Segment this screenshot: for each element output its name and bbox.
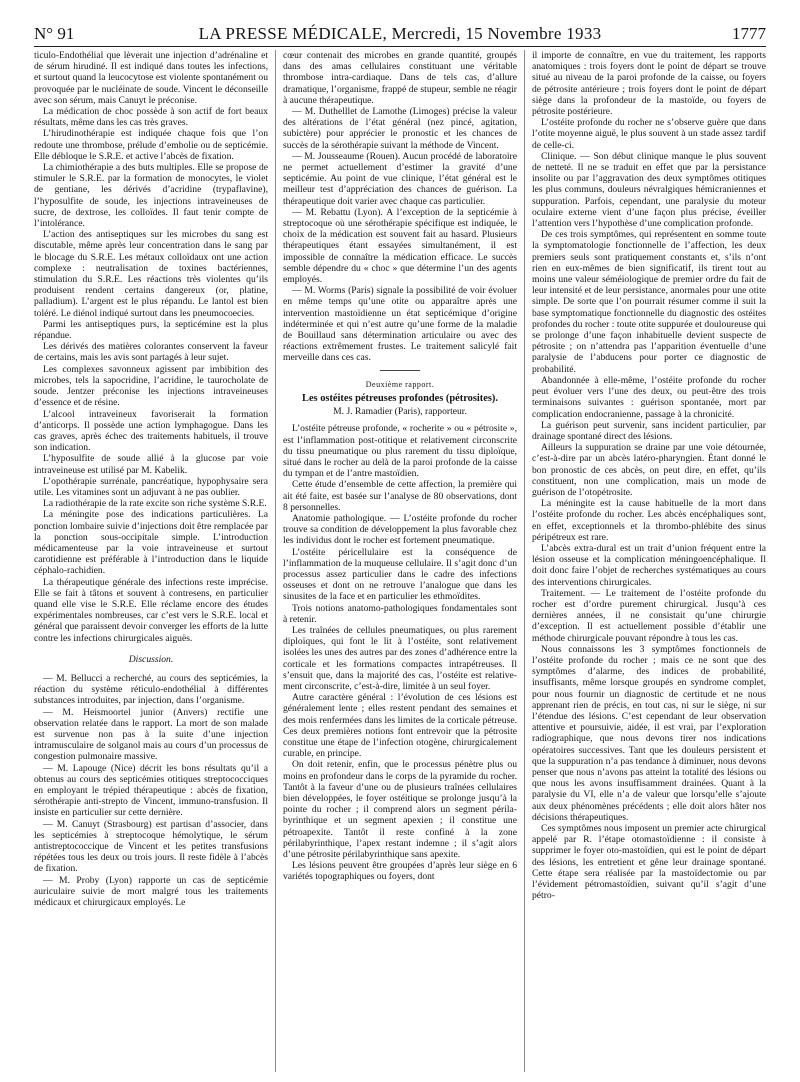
paragraph: Abandonnée à elle-même, l’ostéite profonde du rocher peut évoluer vers l’une des deux, ou peut-être des trois terminaisons suivantes : guérison spontanée, mort par complication endocranienne, passage à la chronicité. (532, 374, 766, 420)
paragraph: La médication de choc possède à son actif de fort beaux résultats, même dans les cas très graves. (34, 106, 268, 129)
page-number: 1777 (732, 24, 766, 43)
paragraph: Les traînées de cellules pneumatiques, ou plus rarement diploïques, qui font le lit à l’ostéite, sont relativement isolées les unes des autres par des zones d’adhérence entre la corticale et les formations compactes intrapétreuses. Il s’ensuit que, dans la majorité des cas, l’ostéite est relativement circonscrite, c’est-à-dire, limitée à un seul foyer. (283, 624, 517, 692)
paragraph: La radiothérapie de la rate excite son riche système S.R.E. (43, 498, 267, 510)
paragraph: La chimiothérapie a des buts multiples. Elle se propose de stimuler le S.R.E. par la formation de monocytes, le violet de gentiane, les dérivés d’acridine (trypaflavine), l’hyposulfite de soude, les injections intraveineuses de sucre, de dextrose, les colloïdes. Il faut tenir compte de l’intolérance. (34, 162, 268, 230)
discussion-entry: — M. Bellucci a recherché, au cours des septicémies, la réaction du système réticulo-endothélial à différentes substances introduites, par injection, dans l’organisme. (34, 672, 268, 707)
article-heading: Les ostéites pétreuses profondes (pétrosites). (302, 392, 498, 404)
paragraph: L’action des antiseptiques sur les microbes du sang est discutable, même après leur concentration dans le sang par le blocage du S.R.E. Les métaux colloïdaux ont une action complexe : neutralisation de toxines bactériennes, stimulation du S.R.E. Les réactions très violentes qu’ils produisent rendent certains dangereux (or, platine, palladium). L’argent est le plus répandu. Le lantol est bien toléré. Le diénol indiqué surtout dans les pneumocoecies. (34, 229, 268, 319)
paragraph: On doit retenir, enfin, que le processus pénètre plus ou moins en profondeur dans le corps de la pyramide du rocher. Tantôt à la faveur d’une ou de plusieurs traînées cellulaires bien développées, le foyer ostéitique se prolonge jusqu’à la pointe du rocher ; il comprend alors un segment périlabyrinthique et un segment apexien ; il constitue une pétroapexite. Tantôt il reste confiné à la zone périlabyrinthique, l’apex restant indemne ; il s’agit alors d’une pétrosite périlabyrinthique sans apexite. (283, 759, 517, 861)
paragraph: L’ostéite profonde du rocher ne s’observe guère que dans l’otite moyenne aiguë, le plus souvent à un stade assez tardif de celle-ci. (532, 117, 766, 151)
paragraph: L’hyposulfite de soude allié à la glucose par voie intraveineuse est utilisé par M. Kabelik. (34, 453, 268, 476)
paragraph: Ces symptômes nous imposent un premier acte chirurgical appelé par R. l’étape otomastoïdienne : il consiste à supprimer le foyer oto-mastoïdien, qui est le point de départ des lésions, les entretient et gêne leur drainage spontané. Cette étape sera réalisée par la mastoïdectomie ou par l’évidement pétromastoïdien, suivant qu’il s’agit d’une pétro- (532, 823, 766, 902)
page-header (34, 20, 766, 47)
journal-title: LA PRESSE MÉDICALE, Mercredi, 15 Novembre 1933 (198, 24, 602, 43)
paragraph: L’opothérapie surrénale, pancréatique, hypophysaire sera utile. Les vitamines sont un adjuvant à ne pas oublier. (34, 475, 268, 498)
discussion-entry: — M. Proby (Lyon) rapporte un cas de septicémie auriculaire suivie de mort malgré tous les traitements médicaux et chirurgicaux employés. Le (34, 874, 268, 909)
paragraph: L’ostéite pétreuse profonde, « rocherite » ou « pétrosite », est l’inflammation post-otitique et relativement circonscrite du tissu pneumatique ou plus rarement du tissu diploïque, situé dans le rocher au delà de la paroi profonde de la caisse du tympan et de l’antre mastoïdien. (283, 423, 517, 480)
paragraph: Parmi les antiseptiques purs, la septicémine est la plus répandue. (34, 318, 268, 342)
paragraph: De ces trois symptômes, qui représentent en somme toute la symptomatologie fonctionnelle de l’affection, les deux premiers seuls sont pratiquement constants et, s’ils n’ont rien en eux-mêmes de bien significatif, ils tirent tout au moins une valeur séméiologique de premier ordre du fait de leur intensité et de leur persistance, anormales pour une otite simple. De sorte que l’on pourrait résumer comme il suit la base symptomatique fonctionnelle du diagnostic des ostéites profondes du rocher : toute otite suppurée et douloureuse qui se prolonge d’une façon inhabituelle devient suspecte de pétrosite ; on n’attendra pas l’apparition éventuelle d’une paralysie de l’abducens pour porter ce diagnostic de probabilité. (532, 229, 766, 375)
paragraph: Autre caractère général : l’évolution de ces lésions est généralement lente ; elles restent pendant des semaines et des mois renfermées dans les limites de la corticale pétreuse. Ces deux premières notions font entrevoir que la pétrosite constitue une étape de l’infection otogène, chirurgicalement curable, en principe. (283, 692, 517, 760)
paragraph: Trois notions anatomo-pathologiques fondamentales sont à retenir. (283, 602, 517, 625)
paragraph: La thérapeutique générale des infections reste imprécise. Elle se fait à tâtons et souvent à contresens, en particulier quand elle vise le S.R.E. Elle réclame encore des études expérimentales nombreuses, car c’est vers le S.R.E. local et général que paraissent devoir converger les efforts de la lutte contre les infections chirurgicales aiguës. (34, 576, 268, 644)
paragraph: Clinique. — Son début clinique manque le plus souvent de netteté. Il ne se traduit en effet que par la persistance insolite ou par l’aggravation des deux symptômes otitiques les plus communs, douleurs névralgiques hémicraniennes et suppuration. Parfois, cependant, une paralysie du moteur oculaire externe vient d’une façon plus précise, éveiller l’attention vers l’hypothèse d’une complication profonde. (532, 150, 766, 230)
paragraph: Nous connaissons les 3 symptômes fonctionnels de l’ostéite profonde du rocher ; mais ce ne sont que des symptômes d’alarme, des indices de probabilité, insuffisants, même lorsque groupés en syndrome complet, pour nous fournir un diagnostic de certitude et ne nous apprenant rien de précis, en tout cas, ni sur le siège, ni sur l’étendue des lésions. C’est cependant de leur observation attentive et poursuivie, aidée, il est vrai, par l’exploration radiographique, que nous devons tirer nos indications opératoires successives. Tant que les douleurs persistent et que la suppuration n’a pas tendance à diminuer, nous devons penser que nous n’avons pas atteint la totalité des lésions ou que nous les avons insuffisamment drainées. Quant à la paralysie du VI, elle n’a de valeur que lorsqu’elle s’ajoute aux deux phénomènes précédents ; elle doit alors hâter nos décisions thérapeutiques. (532, 643, 766, 823)
column-right (532, 50, 766, 1072)
paragraph: L’alcool intraveineux favoriserait la formation d’anticorps. Il possède une action lymphagogue. Dans les cas graves, après échec des traitements habituels, il trouve son indication. (34, 408, 268, 454)
paragraph: L’hirudinothérapie est indiquée chaque fois que l’on redoute une thrombose, prélude d’embolie ou de septicémie. Elle débloque le S.R.E. et active l’abcès de fixation. (34, 128, 268, 162)
discussion-entry: — M. Heismoortel junior (Anvers) rectifie une observation relatée dans le rapport. La mort de son malade est survenue non pas à la suite d’une injection intramusculaire de solganol mais au cours d’un processus de congestion pulmonaire massive. (34, 706, 268, 763)
paragraph: L’ostéite péricellulaire est la conséquence de l’inflammation de la muqueuse cellulaire. Il s’agit donc d’un processus assez particulier dans le cadre des infections osseuses et dont on ne retrouve l’analogue que dans les sinusites de la face et en particulier les ethmoïdites. (283, 546, 517, 603)
issue-number: N° 91 (34, 24, 75, 43)
paragraph: Cette étude d’ensemble de cette affection, la première qui ait été faite, est basée sur l’analyse de 80 observations, dont 8 personnelles. (283, 479, 517, 513)
report-label: Deuxième rapport. (365, 379, 435, 389)
paragraph: Traitement. — Le traitement de l’ostéite profonde du rocher est d’ordre purement chirurgical. Jusqu’à ces dernières années, il ne consistait qu’une chirurgie d’exception. Il est actuellement possible d’établir une méthode chirurgicale pouvant répondre à tous les cas. (532, 587, 766, 644)
discussion-entry: — M. Lapouge (Nice) décrit les bons résultats qu’il a obtenus au cours des septicémies otitiques streptococciques en employant le trépied thérapeutique : abcès de fixation, sérothérapie anti-strepto de Vincent, immuno-transfusion. Il insiste en particulier sur cette dernière. (34, 762, 268, 819)
column-left (34, 50, 268, 1072)
paragraph: L’abcès extra-dural est un trait d’union fréquent entre la lésion osseuse et la complication méningoencéphalique. Il doit donc faire l’objet de recherches systématiques au cours des interventions chirurgicales. (532, 542, 766, 588)
paragraph: La guérison peut survenir, sans incident particulier, par drainage spontané direct des lésions. (532, 419, 766, 442)
article-author: M. J. Ramadier (Paris), rapporteur. (333, 406, 467, 418)
paragraph: Ailleurs la suppuration se draine par une voie détournée, c’est-à-dire par un abcès latéro-pharyngien. Étant donné le bon pronostic de ces abcès, on peut dire, en effet, qu’ils constituent, non une complication, mais un mode de guérison de l’otopétrosite. (532, 442, 766, 498)
paragraph: La méningite est la cause habituelle de la mort dans l’ostéite profonde du rocher. Les abcès encéphaliques sont, en effet, exceptionnels et la thrombo-phlébite des sinus péripétreux est rare. (532, 498, 766, 543)
paragraph: Les lésions peuvent être groupées d’après leur siège en 6 variétés topographiques ou foyers, dont (283, 860, 517, 883)
discussion-entry: — M. Worms (Paris) signale la possibilité de voir évoluer en même temps qu’une otite ou apparaître après une intervention mastoïdienne un état septicémique d’origine indéterminée et qui n’est autre qu’une forme de la maladie de Bouillaud sans détermination articulaire ou avec des réactions extrêmement frustes. Le traitement salicylé fait merveille dans ces cas. (283, 285, 517, 364)
paragraph: Les complexes savonneux agissent par imbibition des microbes, tels la sapocridine, l’acridine, le taurocholate de soude. Jentzer préconise les injections intraveineuses d’essence et de résine. (34, 363, 268, 409)
paragraph: Les dérivés des matières colorantes conservent la faveur de certains, mais les avis sont partagés à leur sujet. (34, 341, 268, 364)
paragraph: il importe de connaître, en vue du traitement, les rapports anatomiques : trois foyers dont le point de départ se trouve situé au niveau de la paroi profonde de la caisse, ou foyers de pétrosite antérieure ; trois foyers dont le point de départ siège dans la profondeur de la mastoïde, ou foyers de pétrosite postérieure. (532, 50, 766, 118)
section-divider (380, 370, 420, 371)
paragraph: Anatomie pathologique. — L’ostéite profonde du rocher trouve sa condition de développement la plus favorable chez les individus dont le rocher est fortement pneumatique. (283, 512, 517, 547)
paragraph: cœur contenait des microbes en grande quantité, groupés dans des amas cellulaires constituant une véritable thrombose intra-cardiaque. Dans de tels cas, d’allure dramatique, l’organisme, frappé de stupeur, semble ne réagir à aucune thérapeutique. (283, 50, 517, 106)
discussion-entry: — M. Duthelllet de Lamothe (Limoges) précise la valeur des altérations de l’état général (nez pincé, agitation, subictère) pour apprécier le pronostic et les chances de succès de la sérothérapie suivant la méthode de Vincent. (283, 106, 517, 151)
column-divider (524, 50, 525, 1072)
column-divider (275, 50, 276, 1072)
paragraph: ticulo-Endothélial que lèverait une injection d’adrénaline et de sérum hirudiné. Il est indiqué dans toutes les infections, et surtout quand la leucocytose est violente spontanément ou provoquée par le nucléinate de soude. Vincent le déconseille avec son sérum, mais Canuyt le préconise. (34, 50, 268, 106)
discussion-entry: — M. Jousseaume (Rouen). Aucun procédé de laboratoire ne permet actuellement d’estimer la gravité d’une septicémie. Au point de vue clinique, l’état général est le meilleur test d’appréciation des chances de guérison. La thérapeutique doit varier avec chaque cas particulier. (283, 150, 517, 207)
column-middle (283, 50, 517, 1072)
discussion-entry: — M. Canuyt (Strasbourg) est partisan d’associer, dans les septicémies à streptocoque hémolytique, le sérum antistreptococcique de Vincent et les petites transfusions répétées tous les deux ou trois jours. Il reste fidèle à l’abcès de fixation. (34, 818, 268, 875)
discussion-entry: — M. Rebattu (Lyon). A l’exception de la septicémie à streptocoque où une sérothérapie spécifique est indiquée, le choix de la médication est souvent fait au hasard. Plusieurs thérapeutiques étant essayées simultanément, il est impossible de connaître la médication efficace. Le succès semble dépendre du « choc » que détermine l’un des agents employés. (283, 206, 517, 286)
paragraph: La méningite pose des indications particulières. La ponction lombaire suivie d’injections doit être remplacée par la ponction sous-occipitale simple. L’introduction médicamenteuse par la voie intraveineuse et surtout carotidienne est préférable à l’introduction dans le liquide céphalo-rachidien. (34, 509, 268, 577)
section-heading-discussion: Discussion. (128, 653, 174, 665)
